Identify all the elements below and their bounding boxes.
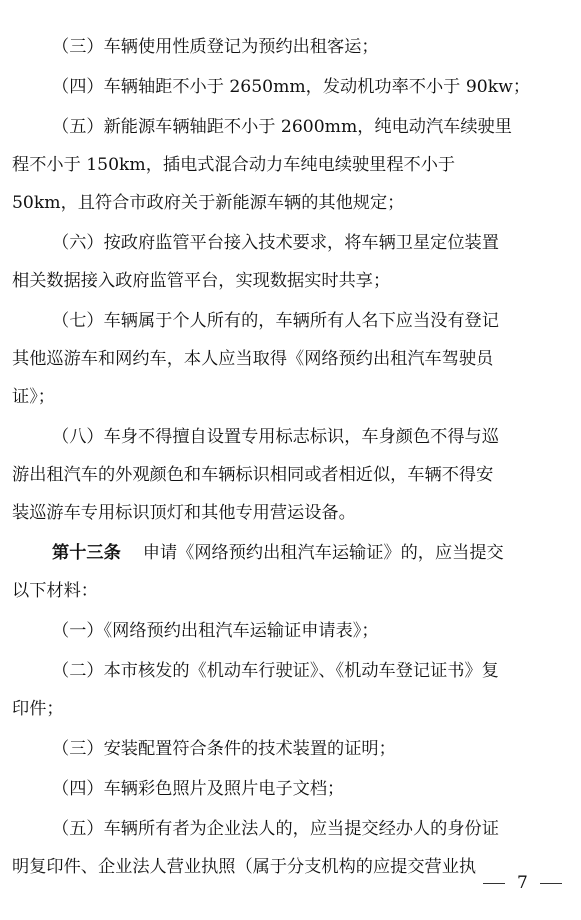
- article-heading-line: [0, 536, 581, 570]
- article-label: 第十三条: [52, 543, 121, 563]
- paragraph-line: 其他巡游车和网约车，本人应当取得《网络预约出租汽车驾驶员: [12, 349, 494, 369]
- paragraph-line: （五）新能源车辆轴距不小于 2600mm，纯电动汽车续驶里: [52, 117, 512, 137]
- paragraph-line: （七）车辆属于个人所有的，车辆所有人名下应当没有登记: [52, 311, 499, 331]
- paragraph-line: 以下材料：: [12, 581, 98, 601]
- footer-dash-right: [540, 883, 562, 884]
- page-number-group: [483, 870, 562, 896]
- paragraph-line: 50km，且符合市政府关于新能源车辆的其他规定；: [12, 193, 405, 213]
- paragraph-line: （三）车辆使用性质登记为预约出租客运；: [52, 37, 379, 57]
- page-footer: [0, 870, 581, 896]
- paragraph-line: （三）安装配置符合条件的技术装置的证明；: [52, 739, 396, 759]
- paragraph-line: 游出租汽车的外观颜色和车辆标识相同或者相近似，车辆不得安: [12, 465, 494, 485]
- paragraph-line: （一）《网络预约出租汽车运输证申请表》；: [52, 621, 379, 641]
- footer-dash-left: [483, 883, 505, 884]
- paragraph-line: （二）本市核发的《机动车行驶证》、《机动车登记证书》复: [52, 661, 499, 681]
- paragraph-line: （四）车辆轴距不小于 2650mm，发动机功率不小于 90kw；: [52, 77, 531, 97]
- paragraph-line: 证》；: [12, 387, 55, 407]
- paragraph-line: 程不小于 150km，插电式混合动力车纯电续驶里程不小于: [12, 155, 456, 175]
- paragraph-line: （五）车辆所有者为企业法人的，应当提交经办人的身份证: [52, 819, 499, 839]
- paragraph-line: （八）车身不得擅自设置专用标志标识，车身颜色不得与巡: [52, 427, 499, 447]
- paragraph-line: （四）车辆彩色照片及照片电子文档；: [52, 779, 345, 799]
- article-text: 申请《网络预约出租汽车运输证》的，应当提交: [142, 543, 504, 563]
- paragraph-line: （六）按政府监管平台接入技术要求，将车辆卫星定位装置: [52, 233, 499, 253]
- paragraph-line: 装巡游车专用标识顶灯和其他专用营运设备。: [12, 503, 356, 523]
- page-number: 7: [517, 873, 528, 893]
- paragraph-line: 明复印件、企业法人营业执照（属于分支机构的应提交营业执: [12, 857, 477, 877]
- paragraph-line: 相关数据接入政府监管平台，实现数据实时共享；: [12, 271, 391, 291]
- paragraph-line: 印件；: [12, 699, 64, 719]
